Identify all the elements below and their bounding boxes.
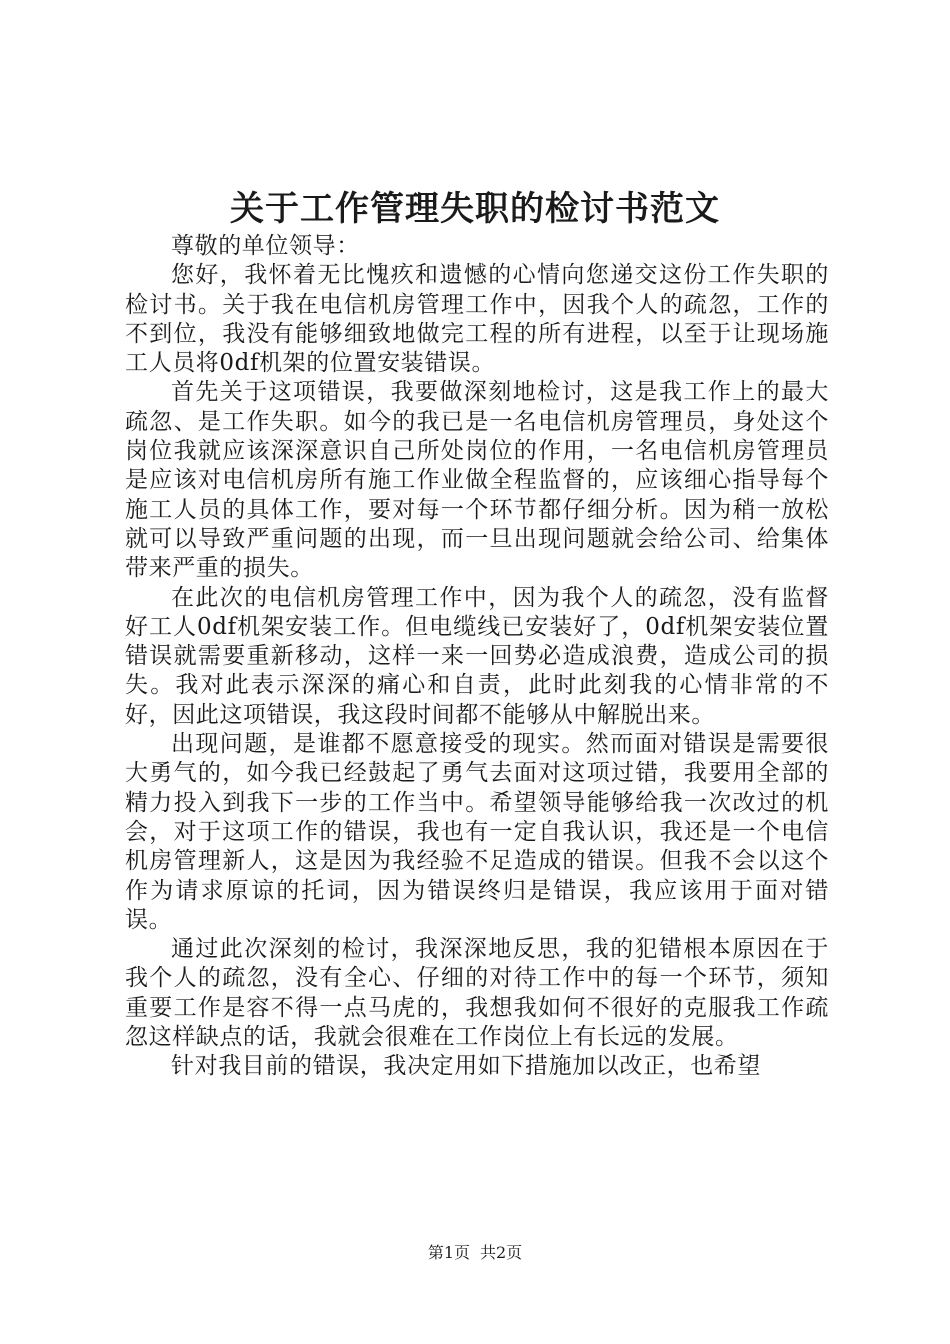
paragraph-4: 出现问题，是谁都不愿意接受的现实。然而面对错误是需要很大勇气的，如今我已经鼓起了勇气去面对这项过错，我要用全部的精力投入到我下一步的工作当中。希望领导能够给我一次改过的机会，对于这项工作的错误，我也有一定自我认识，我还是一个电信机房管理新人，这是因为我经验不足造成的错误。但我不会以这个作为请求原谅的托词，因为错误终归是错误，我应该用于面对错误。 [125,731,829,933]
paragraph-5: 通过此次深刻的检讨，我深深地反思，我的犯错根本原因在于我个人的疏忽，没有全心、仔细的对待工作中的每一个环节，须知重要工作是容不得一点马虎的，我想我如何不很好的克服我工作疏忽这样缺点的话，我就会很难在工作岗位上有长远的发展。 [125,936,829,1051]
document-body [125,232,829,1082]
document-title: 关于工作管理失职的检讨书范文 [230,189,720,229]
page-total: 共2页 [480,1243,523,1262]
paragraph-1: 您好，我怀着无比愧疚和遗憾的心情向您递交这份工作失职的检讨书。关于我在电信机房管理工作中，因我个人的疏忽，工作的不到位，我没有能够细致地做完工程的所有进程，以至于让现场施工人员将0df机架的位置安装错误。 [125,262,829,377]
page-number: 第1页 [427,1243,470,1262]
paragraph-3: 在此次的电信机房管理工作中，因为我个人的疏忽，没有监督好工人0df机架安装工作。但电缆线已安装好了，0df机架安装位置错误就需要重新移动，这样一来一回势必造成浪费，造成公司的损失。我对此表示深深的痛心和自责，此时此刻我的心情非常的不好，因此这项错误，我这段时间都不能够从中解脱出来。 [125,584,829,728]
greeting: 尊敬的单位领导： [171,233,360,259]
paragraph-6: 针对我目前的错误，我决定用如下措施加以改正，也希望 [171,1053,761,1080]
page-footer [0,1243,950,1263]
paragraph-2: 首先关于这项错误，我要做深刻地检讨，这是我工作上的最大疏忽、是工作失职。如今的我已是一名电信机房管理员，身处这个岗位我就应该深深意识自己所处岗位的作用，一名电信机房管理员是应该对电信机房所有施工作业做全程监督的，应该细心指导每个施工人员的具体工作，要对每一个环节都仔细分析。因为稍一放松就可以导致严重问题的出现，而一旦出现问题就会给公司、给集体带来严重的损失。 [125,379,829,582]
